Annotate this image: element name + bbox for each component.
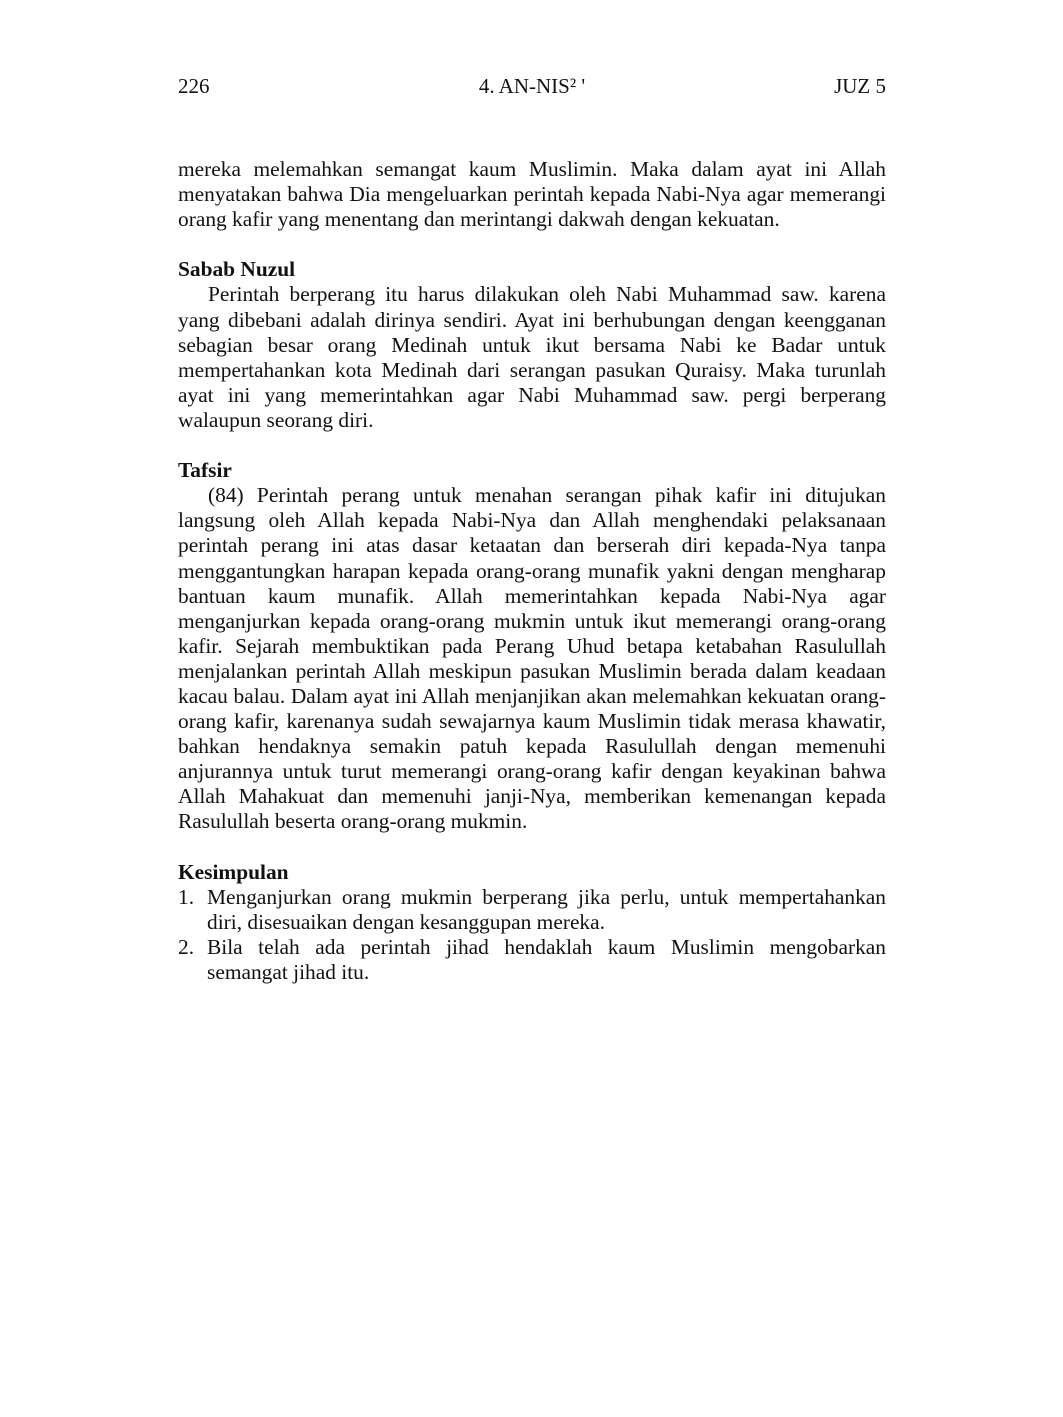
list-item-text: Bila telah ada perintah jihad hendaklah kaum Muslimin mengobarkan semangat jihad itu. <box>207 934 886 984</box>
kesimpulan-section <box>178 860 886 985</box>
juz-label: JUZ 5 <box>834 74 886 98</box>
tafsir-paragraph: (84) Perintah perang untuk menahan serangan pihak kafir ini ditujukan langsung oleh Allah kepada Nabi-Nya dan Allah menghendaki pelaksanaan perintah perang ini atas dasar ketaatan dan berserah diri kepada-Nya tanpa menggantungkan harapan kepada orang-orang munafik yakni dengan mengharap bantuan kaum munafik. Allah memerintahkan kepada Nabi-Nya agar menganjurkan kepada orang-orang mukmin untuk ikut memerangi orang-orang kafir. Sejarah membuktikan pada Perang Uhud betapa ketabahan Rasulullah menjalankan perintah Allah meskipun pasukan Muslimin berada dalam keadaan kacau balau. Dalam ayat ini Allah menjanjikan akan melemahkan kekuatan orang-orang kafir, karenanya sudah sewajarnya kaum Muslimin tidak merasa khawatir, bahkan hendaknya semakin patuh kepada Rasulullah dengan memenuhi anjurannya untuk turut memerangi orang-orang kafir dengan keyakinan bahwa Allah Mahakuat dan memenuhi janji-Nya, memberikan kemenangan kepada Rasulullah beserta orang-orang mukmin. <box>178 483 886 834</box>
kesimpulan-heading: Kesimpulan <box>178 859 289 884</box>
list-item <box>178 885 886 935</box>
sabab-nuzul-paragraph: Perintah berperang itu harus dilakukan oleh Nabi Muhammad saw. karena yang dibebani adalah dirinya sendiri. Ayat ini berhubungan dengan keengganan sebagian besar orang Medinah untuk ikut bersama Nabi ke Badar untuk mempertahankan kota Medinah dari serangan pasukan Quraisy. Maka turunlah ayat ini yang memerintahkan agar Nabi Muhammad saw. pergi berperang walaupun seorang diri. <box>178 282 886 432</box>
sabab-nuzul-section <box>178 257 886 433</box>
chapter-title: 4. AN-NIS² ' <box>478 74 586 98</box>
section-gap <box>178 835 886 860</box>
body-text <box>178 157 886 985</box>
conclusion-list <box>178 885 886 985</box>
document-page <box>178 0 886 1417</box>
page-number: 226 <box>178 74 210 98</box>
section-gap <box>178 232 886 257</box>
list-item-number: 1. <box>178 884 195 909</box>
tafsir-section <box>178 458 886 834</box>
intro-paragraph: mereka melemahkan semangat kaum Muslimin. Maka dalam ayat ini Allah menyatakan bahwa Dia mengeluarkan perintah kepada Nabi-Nya agar memerangi orang kafir yang menentang dan merintangi dakwah dengan kekuatan. <box>178 157 886 232</box>
list-item <box>178 935 886 985</box>
section-gap <box>178 433 886 458</box>
sabab-nuzul-heading: Sabab Nuzul <box>178 257 296 282</box>
list-item-text: Menganjurkan orang mukmin berperang jika perlu, untuk mempertahankan diri, disesuaikan dengan kesanggupan mereka. <box>207 884 886 934</box>
tafsir-heading: Tafsir <box>178 458 232 483</box>
list-item-number: 2. <box>178 934 195 959</box>
running-header <box>178 71 886 101</box>
